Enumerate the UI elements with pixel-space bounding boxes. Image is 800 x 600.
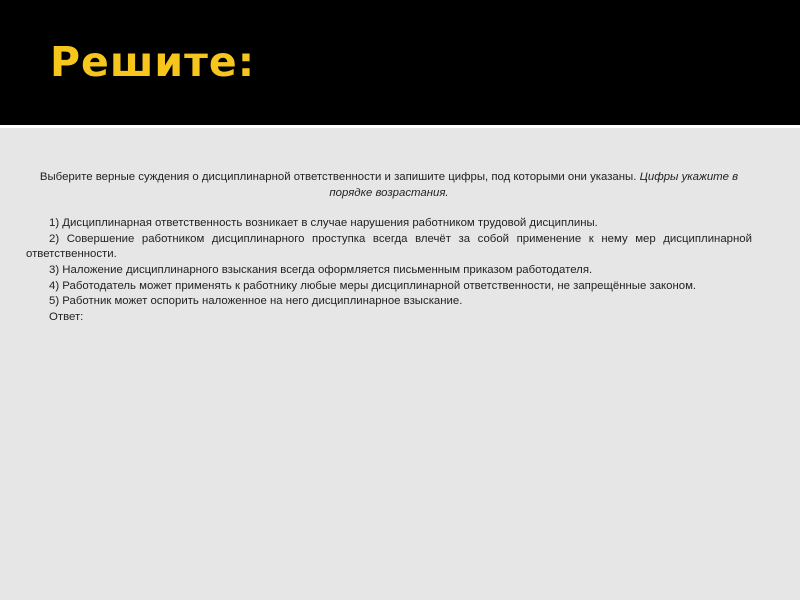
instruction-italic-text: Цифры укажите в порядке возрастания. <box>329 171 739 199</box>
instruction-text: Выберите верные суждения о дисциплинарной ответственности и запишите цифры, под которыми они указаны. <box>39 171 640 183</box>
answer-label: Ответ: <box>49 310 84 323</box>
slide-title: Решите: <box>50 38 256 86</box>
title-divider <box>0 125 800 128</box>
title-bar <box>0 0 800 125</box>
statement-3: 3) Наложение дисциплинарного взыскания всегда оформляется письменным приказом работодателя. <box>49 263 593 276</box>
task-instruction <box>26 170 752 201</box>
statement-5: 5) Работник может оспорить наложенное на него дисциплинарное взыскание. <box>49 295 463 308</box>
statement-2: 2) Совершение работником дисциплинарного проступка всегда влечёт за собой применение к нему мер дисциплинарной ответственности. <box>26 232 752 261</box>
statement-1: 1) Дисциплинарная ответственность возникает в случае нарушения работником трудовой дисциплины. <box>49 217 598 230</box>
statement-4: 4) Работодатель может применять к работнику любые меры дисциплинарной ответственности, не запрещённые законом. <box>49 279 697 292</box>
slide-content <box>26 170 752 325</box>
